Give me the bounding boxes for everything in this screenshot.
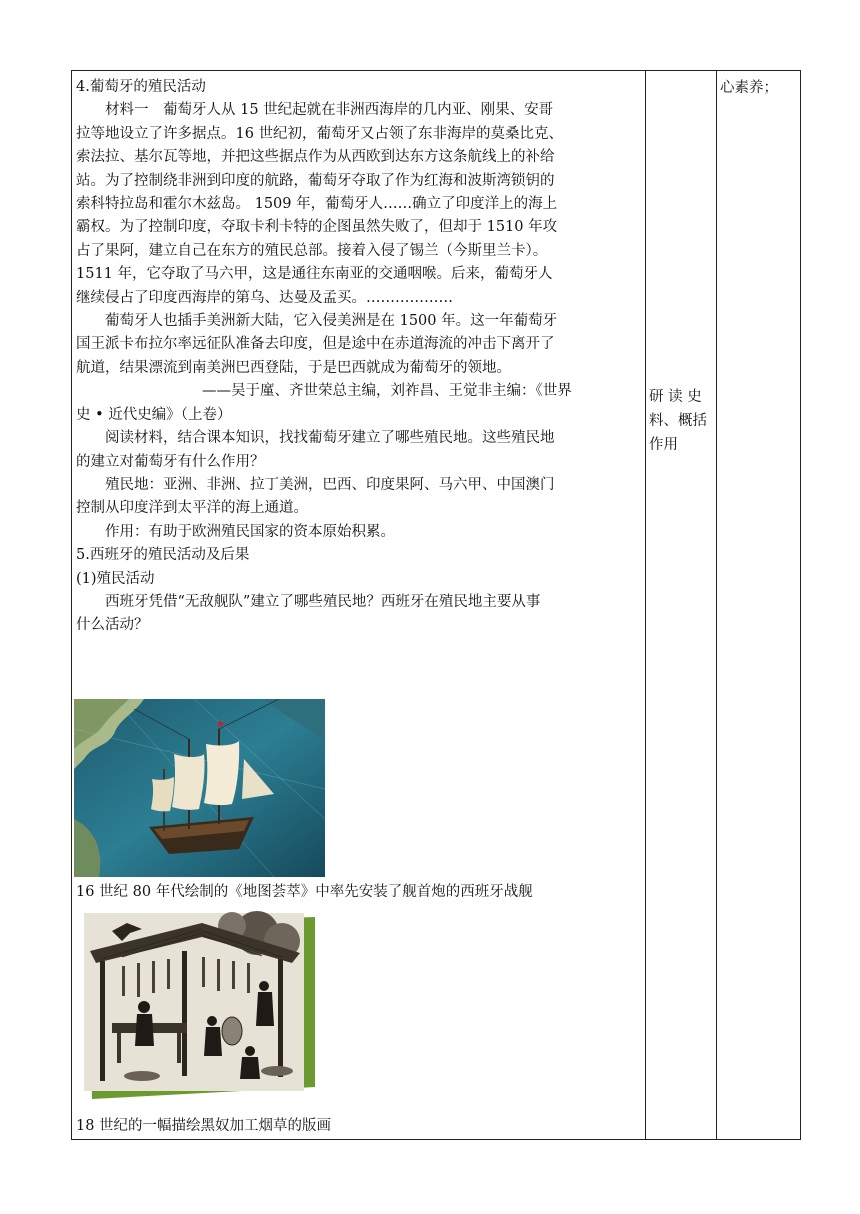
material-line: 霸权。为了控制印度，夺取卡利卡特的企图虽然失败了，但却于 1510 年攻 [76, 219, 558, 236]
answer-line: 殖民地：亚洲、非洲、拉丁美洲，巴西、印度果阿、马六甲、中国澳门 [105, 476, 555, 493]
question-2 [76, 591, 644, 638]
material-line: 葡萄牙人也插手美洲新大陆，它入侵美洲是在 1500 年。这一年葡萄牙 [105, 313, 558, 330]
question-1 [76, 427, 644, 474]
goal-text: 心素养； [720, 80, 778, 96]
material-line: 拉等地设立了许多据点。16 世纪初，葡萄牙又占领了东非海岸的莫桑比克、 [76, 125, 564, 142]
material-line: 站。为了控制绕非洲到印度的航路，葡萄牙夺取了作为红海和波斯湾锁钥的 [76, 172, 555, 189]
question-line: 的建立对葡萄牙有什么作用？ [76, 453, 265, 470]
method-column [646, 71, 717, 1139]
material-1 [76, 99, 644, 310]
material-line: 国王派卡布拉尔率远征队准备去印度，但是途中在赤道海流的冲击下离开了 [76, 336, 555, 353]
answer-line: 控制从印度洋到太平洋的海上通道。 [76, 500, 308, 517]
method-line: 料、概括 [649, 413, 707, 429]
goal-column [717, 71, 802, 1139]
subsection-title: (1)殖民活动 [76, 570, 155, 587]
section-5-title: 5.西班牙的殖民活动及后果 [76, 547, 250, 564]
lesson-table [71, 70, 801, 1140]
material-line: 航道，结果漂流到南美洲巴西登陆，于是巴西就成为葡萄牙的领地。 [76, 359, 511, 376]
material-1b [76, 310, 644, 380]
tobacco-engraving-image [82, 911, 315, 1099]
answer-2: 作用：有助于欧洲殖民国家的资本原始积累。 [105, 523, 395, 540]
material-line: 索科特拉岛和霍尔木兹岛。 1509 年，葡萄牙人……确立了印度洋上的海上 [76, 196, 558, 213]
source-line: 史 • 近代史编》（上卷） [76, 406, 232, 423]
material-line: 索法拉、基尔瓦等地，并把这些据点作为从西欧到达东方这条航线上的补给 [76, 149, 555, 166]
question-line: 阅读材料，结合课本知识，找找葡萄牙建立了哪些殖民地。这些殖民地 [105, 430, 555, 447]
method-line: 研 读 史 [649, 389, 702, 405]
source-line: ——吴于廑、齐世荣总主编，刘祚昌、王觉非主编：《世界 [202, 383, 572, 400]
method-text [649, 385, 715, 457]
source-citation [76, 380, 644, 427]
material-line: 材料一 葡萄牙人从 15 世纪起就在非洲西海岸的几内亚、刚果、安哥 [105, 102, 554, 119]
section-4-title: 4.葡萄牙的殖民活动 [76, 79, 206, 95]
content-text [76, 76, 644, 638]
question-line: 西班牙凭借“无敌舰队”建立了哪些殖民地？西班牙在殖民地主要从事 [105, 593, 541, 610]
question-line: 什么活动？ [76, 617, 149, 634]
material-line: 1511 年，它夺取了马六甲，这是通往东南亚的交通咽喉。后来，葡萄牙人 [76, 266, 553, 283]
content-column [72, 71, 646, 1139]
image-caption: 18 世纪的一幅描绘黑奴加工烟草的版画 [76, 1118, 332, 1134]
method-line: 作用 [649, 437, 678, 453]
image-caption: 16 世纪 80 年代绘制的《地图荟萃》中率先安装了舰首炮的西班牙战舰 [76, 884, 533, 900]
material-line: 占了果阿，建立自己在东方的殖民总部。接着入侵了锡兰（今斯里兰卡）。 [76, 242, 548, 259]
spanish-warship-image [74, 699, 325, 877]
material-line: 继续侵占了印度西海岸的第乌、达曼及孟买。……………… [76, 289, 453, 306]
answer-1 [76, 474, 644, 521]
